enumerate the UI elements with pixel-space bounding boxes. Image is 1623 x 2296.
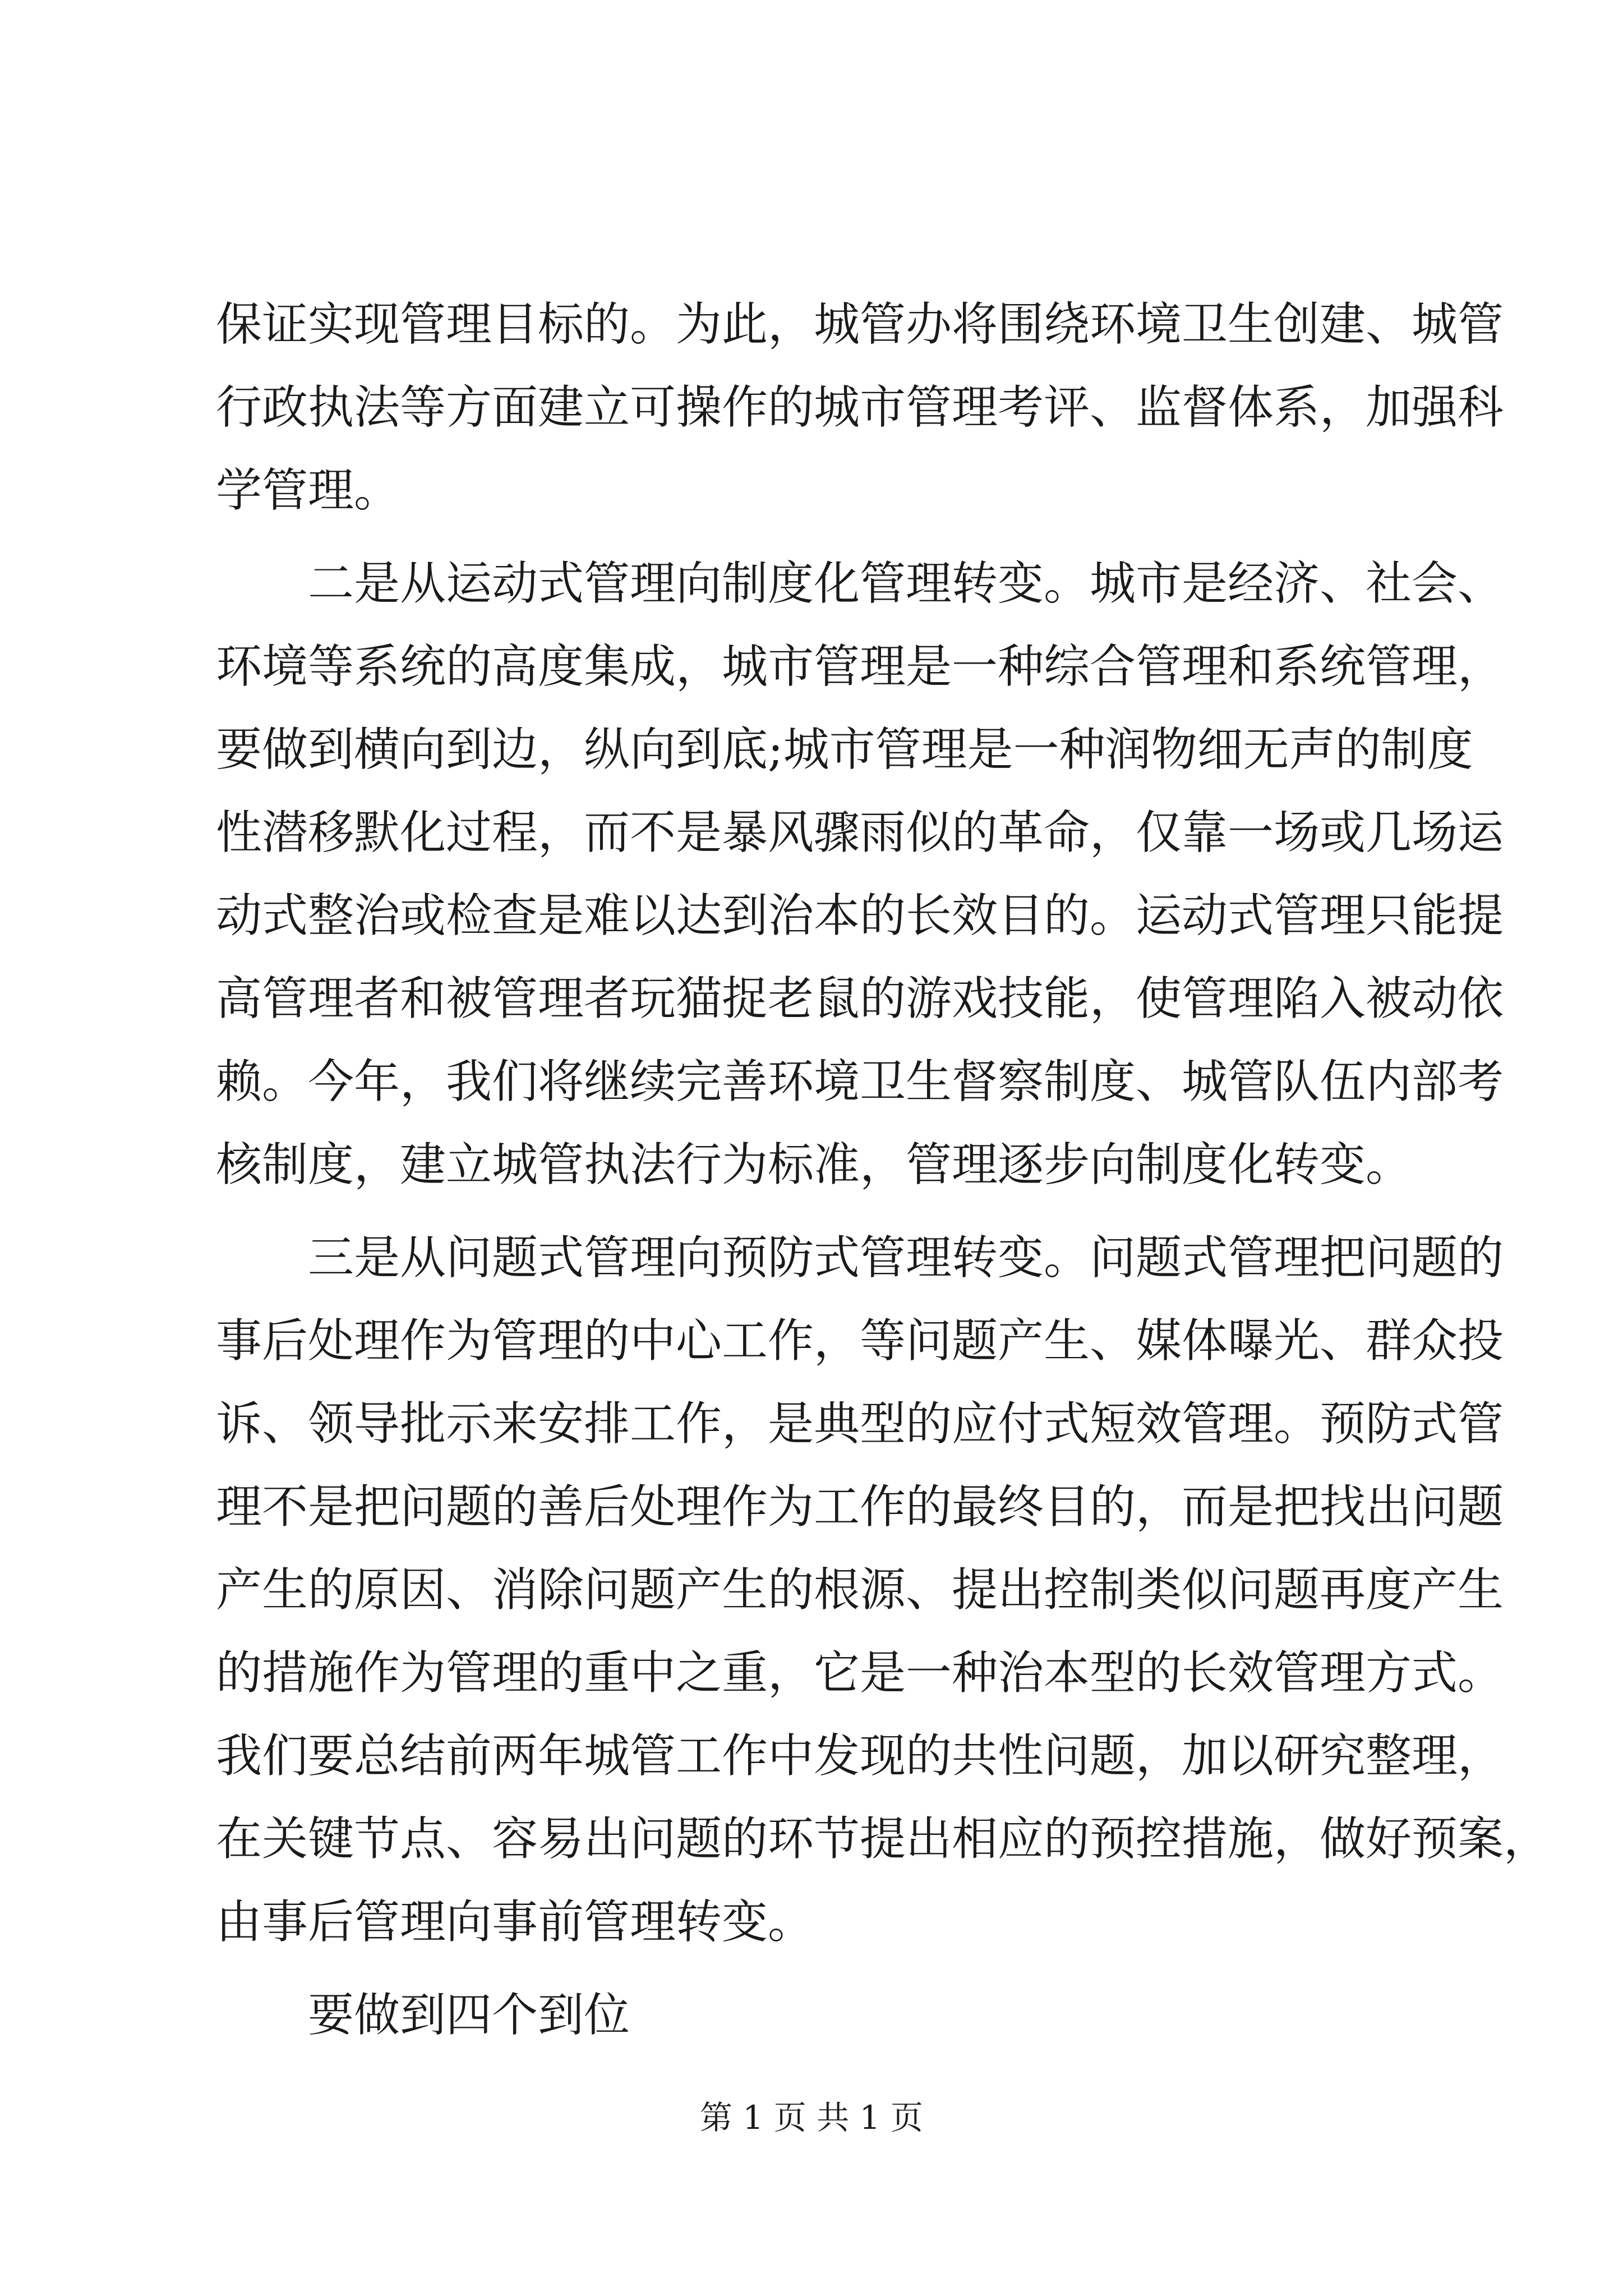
text-line: 我们要总结前两年城管工作中发现的共性问题，加以研究整理， <box>216 1729 1504 1783</box>
text-line: 高管理者和被管理者玩猫捉老鼠的游戏技能，使管理陷入被动依 <box>216 972 1504 1025</box>
text-line: 三是从问题式管理向预防式管理转变。问题式管理把问题的 <box>308 1231 1504 1285</box>
text-line: 事后处理作为管理的中心工作，等问题产生、媒体曝光、群众投 <box>216 1314 1504 1368</box>
text-line: 行政执法等方面建立可操作的城市管理考评、监督体系，加强科 <box>216 381 1504 434</box>
text-line: 二是从运动式管理向制度化管理转变。城市是经济、社会、 <box>308 557 1504 610</box>
text-line: 理不是把问题的善后处理作为工作的最终目的，而是把找出问题 <box>216 1480 1504 1534</box>
text-line: 产生的原因、消除问题产生的根源、提出控制类似问题再度产生 <box>216 1563 1504 1617</box>
text-line: 保证实现管理目标的。为此，城管办将围绕环境卫生创建、城管 <box>216 298 1504 351</box>
text-line: 性潜移默化过程，而不是暴风骤雨似的革命，仅靠一场或几场运 <box>216 806 1504 859</box>
text-line: 由事后管理向事前管理转变。 <box>216 1895 814 1949</box>
text-line: 赖。今年，我们将继续完善环境卫生督察制度、城管队伍内部考 <box>216 1055 1504 1108</box>
text-line: 的措施作为管理的重中之重，它是一种治本型的长效管理方式。 <box>216 1646 1504 1700</box>
text-line: 要做到横向到边，纵向到底;城市管理是一种润物细无声的制度 <box>216 723 1473 776</box>
document-body <box>216 283 1550 2057</box>
page-number-label: 第 1 页 共 1 页 <box>700 2099 923 2137</box>
text-line: 诉、领导批示来安排工作，是典型的应付式短效管理。预防式管 <box>216 1397 1504 1451</box>
text-line: 环境等系统的高度集成，城市管理是一种综合管理和系统管理， <box>216 640 1504 693</box>
text-line: 核制度，建立城管执法行为标准，管理逐步向制度化转变。 <box>216 1138 1412 1191</box>
page-footer <box>0 2095 1623 2140</box>
text-line: 在关键节点、容易出问题的环节提出相应的预控措施，做好预案， <box>216 1812 1550 1866</box>
paragraph-heading-four <box>216 1974 1410 2057</box>
paragraph-intro <box>216 283 1504 532</box>
text-line: 动式整治或检查是难以达到治本的长效目的。运动式管理只能提 <box>216 889 1504 942</box>
section-heading: 要做到四个到位 <box>308 1989 630 2042</box>
paragraph-point-three <box>216 1217 1550 1964</box>
paragraph-point-two <box>216 542 1504 1207</box>
text-line: 学管理。 <box>216 464 400 517</box>
